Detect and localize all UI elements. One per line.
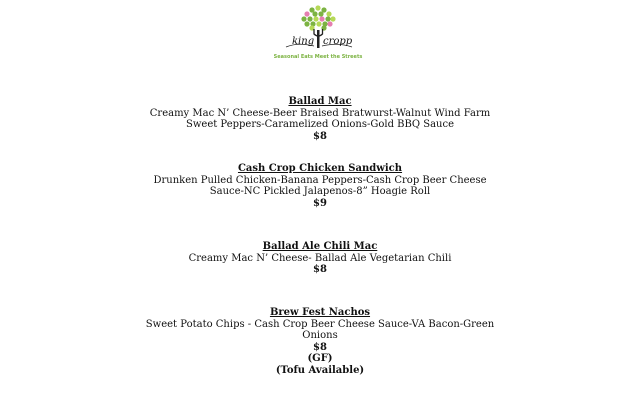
brand-left-word: king: [292, 36, 315, 47]
leaf-dot: [319, 16, 324, 21]
menu-item: [140, 163, 500, 209]
item-price: $8: [313, 130, 327, 142]
item-description: Creamy Mac N’ Cheese-Beer Braised Bratwurst-Walnut Wind Farm Sweet Peppers-Caramelized Onions-Gold BBQ Sauce: [149, 107, 491, 130]
item-name: Ballad Ale Chili Mac: [262, 241, 378, 252]
leaf-dot: [301, 16, 306, 21]
gf-note: (GF): [307, 353, 333, 364]
item-price: $8: [313, 341, 327, 353]
leaf-dot: [325, 16, 330, 21]
leaf-dot: [326, 11, 331, 16]
tofu-note: (Tofu Available): [275, 364, 365, 376]
item-description: Drunken Pulled Chicken-Banana Peppers-Cash Crop Beer Cheese Sauce-NC Pickled Jalapenos-8” Hoagie Roll: [153, 174, 487, 197]
leaf-dot: [315, 5, 320, 10]
item-name: Brew Fest Nachos: [269, 307, 371, 318]
menu-item: [140, 96, 500, 142]
leaf-dot: [330, 16, 335, 21]
leaf-dot: [318, 11, 323, 16]
tagline: Seasonal Eats Meet the Streets: [273, 54, 363, 60]
leaf-dot: [313, 16, 318, 21]
tree-fork-icon: [268, 2, 368, 54]
leaf-dot: [304, 11, 309, 16]
menu-item: [140, 241, 500, 276]
item-name: Cash Crop Chicken Sandwich: [237, 163, 403, 174]
item-name: Ballad Mac: [288, 96, 352, 107]
leaf-dot: [304, 21, 309, 26]
leaf-dot: [327, 21, 332, 26]
item-price: $9: [313, 197, 327, 209]
item-description: Creamy Mac N’ Cheese- Ballad Ale Vegetarian Chili: [188, 252, 452, 264]
item-price: $8: [313, 264, 327, 275]
leaf-dot: [316, 21, 321, 26]
menu-item: [140, 307, 500, 376]
leaf-dot: [312, 11, 317, 16]
logo: [268, 2, 368, 64]
leaf-dot: [307, 16, 312, 21]
brand-right-word: cropp: [323, 36, 353, 47]
item-description: Sweet Potato Chips - Cash Crop Beer Cheese Sauce-VA Bacon-Green Onions: [145, 318, 495, 341]
